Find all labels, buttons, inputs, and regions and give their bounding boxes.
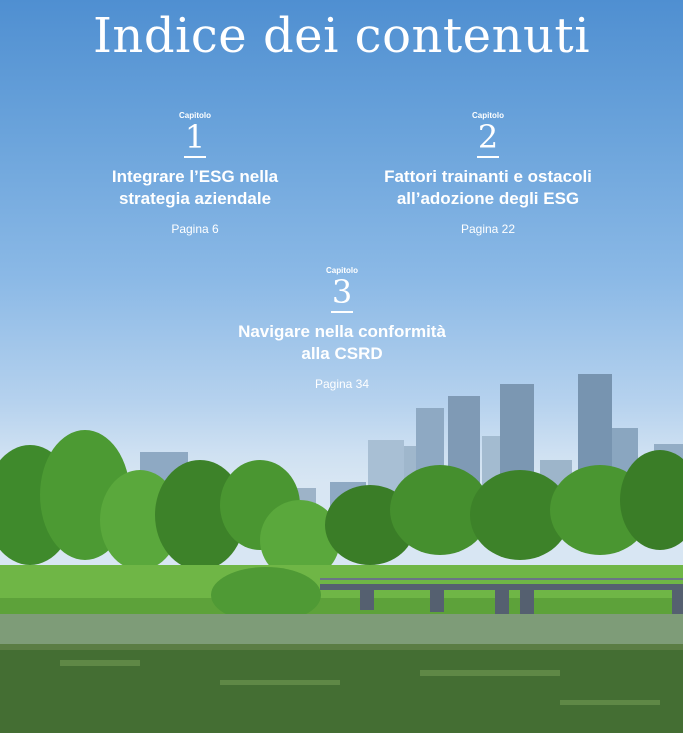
- chapter-number: 3: [331, 273, 353, 311]
- chapter-title-line-2: all’adozione degli ESG: [396, 188, 580, 208]
- page-title: Indice dei contenuti: [92, 8, 591, 64]
- chapter-title-line-1: Fattori trainanti e ostacoli: [384, 166, 592, 186]
- chapter-number: 2: [477, 118, 499, 156]
- chapter-title-line-2: strategia aziendale: [118, 188, 272, 208]
- chapter-title-line-1: Navigare nella conformità: [238, 321, 446, 341]
- chapter-number: 1: [184, 118, 206, 156]
- chapter-page-ref: Pagina 22: [460, 221, 516, 236]
- chapter-page-ref: Pagina 34: [314, 376, 370, 391]
- divider: [184, 156, 206, 158]
- chapter-title-line-2: alla CSRD: [301, 343, 383, 363]
- chapter-2-entry[interactable]: [338, 111, 638, 236]
- chapter-title-line-1: Integrare l’ESG nella: [111, 166, 279, 186]
- chapter-1-entry[interactable]: [45, 111, 345, 236]
- chapter-kicker: Capitolo: [472, 111, 504, 120]
- chapter-kicker: Capitolo: [179, 111, 211, 120]
- divider: [477, 156, 499, 158]
- chapter-kicker: Capitolo: [326, 266, 358, 275]
- chapter-3-entry[interactable]: [192, 266, 492, 391]
- chapter-page-ref: Pagina 6: [171, 221, 219, 236]
- divider: [331, 311, 353, 313]
